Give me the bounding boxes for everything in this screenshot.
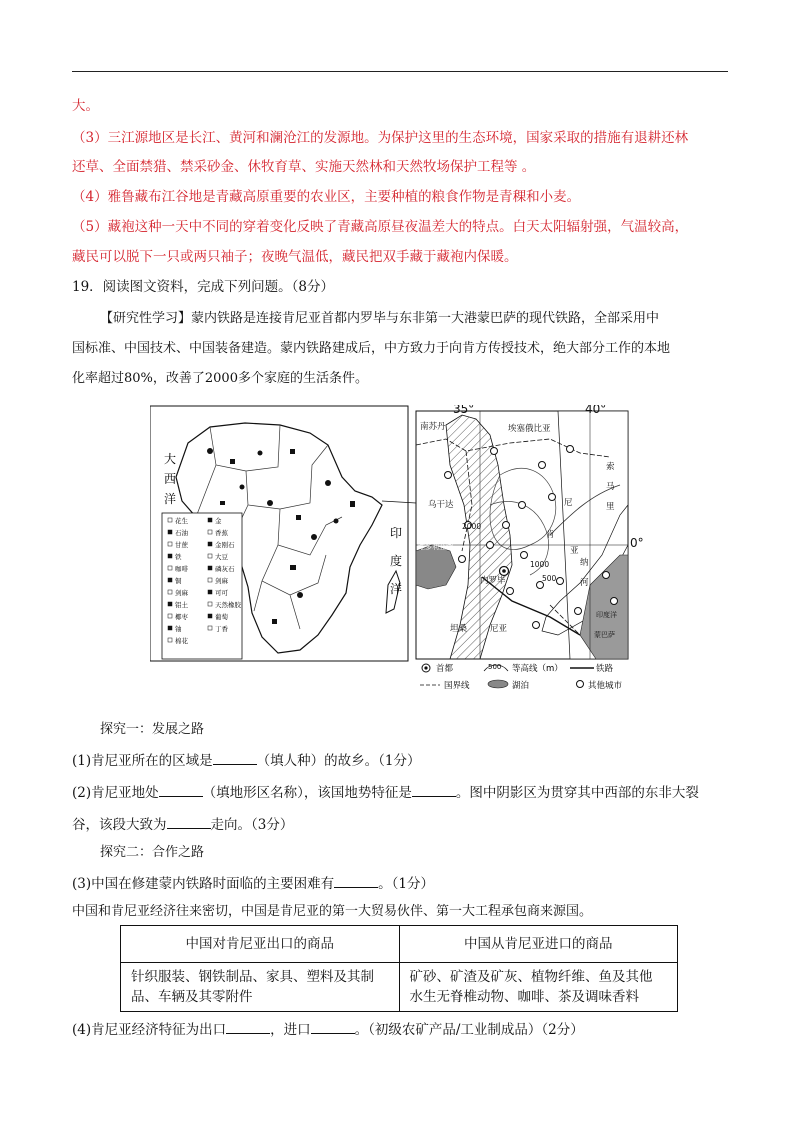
tanzania-label-1: 坦桑 [450, 624, 468, 634]
ethiopia-label: 埃塞俄比亚 [508, 424, 551, 434]
intro-line2: 国标准、中国技术、中国装备建造。蒙内铁路建成后，中方致力于向肯方传授技术，绝大部分工作的本地 [72, 341, 671, 356]
table-cell-import [399, 963, 678, 1012]
uganda-label: 乌干达 [428, 500, 454, 510]
africa-legend-entry: 棉花 [175, 637, 188, 645]
legend-capital: 首都 [436, 664, 454, 674]
river-label-2: 河 [580, 578, 589, 588]
q1-text-b: （填人种）的故乡。（1分） [256, 753, 421, 769]
africa-legend-box [162, 513, 242, 659]
africa-legend-symbol [168, 602, 172, 606]
south-sudan-label: 南苏丹 [420, 422, 446, 432]
africa-legend-entry: 磷灰石 [215, 565, 235, 573]
africa-legend-entry: 铜 [175, 577, 182, 585]
africa-legend-symbol [168, 518, 172, 522]
legend-contour-value: 500 [488, 663, 502, 671]
atlantic-label-2: 西 [164, 472, 177, 486]
africa-legend-symbol [208, 578, 212, 582]
export-line1: 针织服装、钢铁制品、家具、塑料及其制 [131, 969, 374, 985]
africa-legend-symbol [208, 590, 212, 594]
legend-railway: 铁路 [596, 664, 614, 674]
indian-label-2: 度 [390, 554, 403, 568]
contour-2000-label: 2000 [462, 522, 482, 531]
answer-line: 大。 [72, 98, 99, 114]
header-rule [72, 71, 728, 72]
africa-legend-symbol [168, 566, 172, 570]
africa-legend-entry: 甘蔗 [175, 541, 188, 549]
kenya-label-2: 肯 [546, 530, 555, 540]
answer-3-line2: 还草、全面禁猎、禁采砂金、休牧育草、实施天然林和天然牧场保护工程等 。 [72, 159, 536, 175]
africa-legend-entry: 铁 [175, 553, 182, 561]
africa-legend-symbol [168, 554, 172, 558]
mombasa-label: 蒙巴萨 [594, 631, 615, 639]
africa-legend-symbol [208, 602, 212, 606]
indian-label-3: 洋 [390, 582, 403, 596]
answer-3-line1: （3）三江源地区是长江、黄河和澜沧江的发源地。为保护这里的生态环境，国家采取的措施有退耕还林 [72, 130, 689, 146]
export-line2: 品、车辆及其零附件 [131, 989, 253, 1005]
africa-legend-entry: 金 [215, 517, 222, 525]
contour-1000-label: 1000 [530, 560, 550, 569]
question-4 [72, 1019, 584, 1040]
q2-text-c: 。图中阴影区为贯穿其中西部的东非大裂 [455, 785, 699, 801]
nairobi-label: 内罗毕 [480, 576, 506, 586]
legend-lake: 湖泊 [512, 681, 530, 691]
table-header-export: 中国对肯尼亚出口的商品 [121, 926, 400, 963]
kenya-label-3: 亚 [570, 546, 579, 556]
africa-legend-symbol [208, 542, 212, 546]
q3-answer-blank[interactable] [334, 873, 378, 888]
africa-legend-entry: 剑麻 [175, 589, 188, 597]
q3-text-b: 。（1分） [378, 876, 434, 892]
africa-legend-entry: 咖啡 [175, 565, 188, 573]
trade-intro: 中国和肯尼亚经济往来密切，中国是肯尼亚的第一大贸易伙伴、第一大工程承包商来源国。 [72, 904, 593, 919]
somalia-label-1: 索 [606, 462, 615, 472]
answer-5-line2: 藏民可以脱下一只或两只袖子；夜晚气温低，藏民把双手藏于藏袍内保暖。 [72, 249, 518, 265]
map-figure [150, 405, 670, 695]
africa-legend-entry: 香蕉 [215, 529, 228, 537]
africa-legend-entry: 天然橡胶 [215, 601, 241, 609]
table-cell-export [121, 963, 400, 1012]
africa-legend-entry: 可可 [215, 589, 228, 597]
lon-40-label: 40° [585, 405, 607, 416]
legend-border: 国界线 [444, 681, 470, 691]
tanzania-label-2: 尼亚 [490, 624, 508, 634]
lat-0-label: 0° [630, 536, 644, 550]
contour-500-label: 500 [542, 574, 557, 583]
question-3 [72, 873, 434, 894]
q4-blank-import[interactable] [311, 1019, 355, 1034]
africa-legend-symbol [208, 566, 212, 570]
q4-blank-export[interactable] [226, 1019, 270, 1034]
somalia-label-3: 里 [606, 502, 615, 512]
africa-legend-symbol [208, 626, 212, 630]
africa-legend-entry: 剑麻 [215, 577, 228, 585]
indian-label-1: 印 [390, 526, 403, 540]
explore-2-heading: 探究二：合作之路 [100, 845, 205, 860]
africa-legend-symbol [208, 614, 212, 618]
question-2-cont [72, 814, 293, 835]
africa-legend-entry: 椰枣 [175, 613, 188, 621]
q3-text-a: (3)中国在修建蒙内铁路时面临的主要困难有 [72, 876, 335, 892]
river-label-1: 纳 [580, 558, 589, 568]
import-line2: 水生无脊椎动物、咖啡、茶及调味香料 [409, 989, 639, 1005]
explore-1-heading: 探究一：发展之路 [100, 722, 205, 737]
trade-goods-table [120, 925, 678, 1012]
q2-blank-terrain[interactable] [412, 782, 456, 797]
kenya-legend [420, 663, 623, 691]
kenya-map [416, 405, 644, 659]
q4-text-c: 。（初级农矿产品/工业制成品）（2分） [354, 1022, 584, 1038]
intro-line3: 化率超过80%，改善了2000多个家庭的生活条件。 [72, 371, 368, 386]
import-line1: 矿砂、矿渣及矿灰、植物纤维、鱼及其他 [409, 969, 653, 985]
question-2 [72, 782, 699, 803]
africa-legend-entry: 丁香 [215, 625, 228, 633]
q2-text-e: 走向。（3分） [210, 817, 294, 833]
africa-legend-symbol [168, 638, 172, 642]
atlantic-label-1: 大 [164, 452, 177, 466]
africa-legend-entry: 金刚石 [215, 541, 235, 549]
africa-legend-symbol [168, 542, 172, 546]
africa-legend-symbol [208, 530, 212, 534]
intro-line1: 【研究性学习】蒙内铁路是连接肯尼亚首都内罗毕与东非第一大港蒙巴萨的现代铁路，全部采用中 [100, 311, 660, 326]
q4-text-b: ，进口 [270, 1022, 311, 1038]
q2-text-a: (2)肯尼亚地处 [72, 785, 159, 801]
q1-answer-blank[interactable] [213, 750, 257, 765]
africa-legend-symbol [168, 530, 172, 534]
q2-blank-direction[interactable] [167, 814, 211, 829]
q2-blank-landform[interactable] [159, 782, 203, 797]
africa-legend-entry: 花生 [175, 517, 188, 525]
africa-legend-entry: 葡萄 [215, 613, 228, 621]
africa-legend-symbol [168, 590, 172, 594]
table-header-import: 中国从肯尼亚进口的商品 [399, 926, 678, 963]
africa-map [150, 406, 408, 661]
africa-legend-symbol [168, 626, 172, 630]
africa-legend-entry: 大豆 [215, 553, 228, 561]
q1-text-a: (1)肯尼亚所在的区域是 [72, 753, 213, 769]
q2-text-b: （填地形区名称），该国地势特征是 [202, 785, 412, 801]
africa-legend-entry: 石油 [175, 529, 188, 537]
somalia-label-2: 马 [606, 482, 615, 492]
africa-legend-symbol [208, 518, 212, 522]
atlantic-label-3: 洋 [164, 492, 177, 506]
africa-legend-symbol [208, 554, 212, 558]
q2-text-d: 谷，该段大致为 [72, 817, 167, 833]
indian-ocean-small-label: 印度洋 [596, 611, 617, 619]
question-1 [72, 750, 420, 771]
lake-victoria-label: 维多利亚湖 [418, 543, 453, 551]
lon-35-label: 35° [453, 405, 475, 416]
africa-legend-symbol [168, 578, 172, 582]
answer-5-line1: （5）藏袍这种一天中不同的穿着变化反映了青藏高原昼夜温差大的特点。白天太阳辐射强，气温较高， [72, 219, 689, 235]
legend-contour: 等高线（m） [512, 664, 563, 674]
q4-text-a: (4)肯尼亚经济特征为出口 [72, 1022, 227, 1038]
africa-legend-entry: 铀 [175, 625, 182, 633]
africa-legend-symbol [168, 614, 172, 618]
legend-city: 其他城市 [588, 681, 623, 691]
question-19-header: 19．阅读图文资料，完成下列问题。（8分） [72, 279, 335, 295]
kenya-label-1: 尼 [564, 498, 573, 508]
answer-4: （4）雅鲁藏布江谷地是青藏高原重要的农业区，主要种植的粮食作物是青稞和小麦。 [72, 189, 581, 205]
africa-legend-entry: 铝土 [175, 601, 188, 609]
